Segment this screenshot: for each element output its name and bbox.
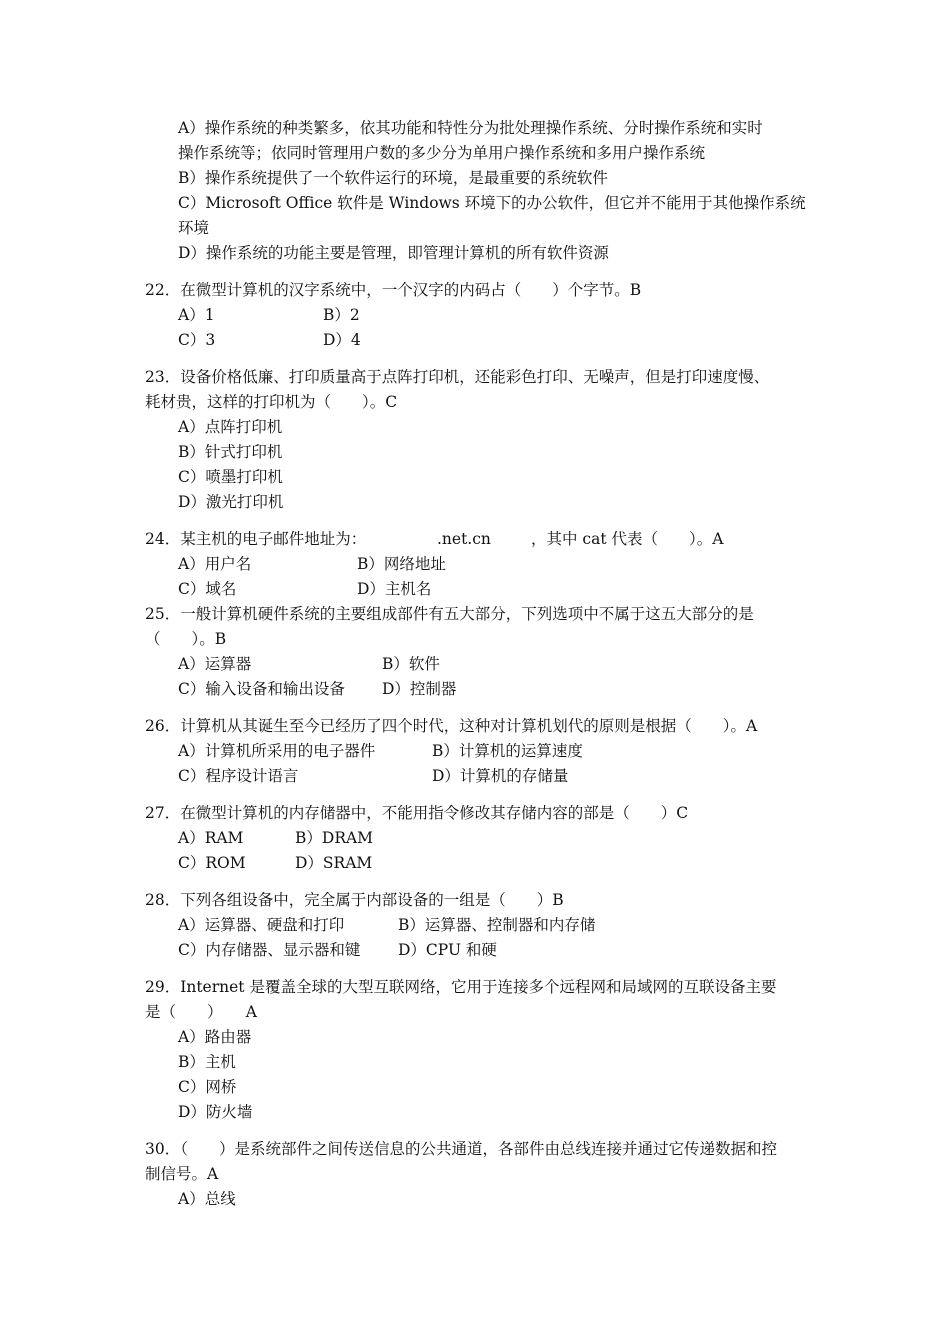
q25-stem-line1: 25．一般计算机硬件系统的主要组成部件有五大部分，下列选项中不属于这五大部分的是 — [145, 605, 754, 623]
q27-option-b: B）DRAM — [295, 829, 374, 847]
q29-option-a: A）路由器 — [178, 1028, 252, 1046]
q25-stem-line2: （ ）。B — [145, 630, 227, 648]
q27-option-a: A）RAM — [178, 829, 244, 847]
q26-option-b: B）计算机的运算速度 — [432, 742, 583, 760]
q28-stem: 28．下列各组设备中，完全属于内部设备的一组是（ ）B — [145, 891, 564, 909]
q28-option-b: B）运算器、控制器和内存储 — [398, 916, 596, 934]
q21-option-a-line1: A）操作系统的种类繁多，依其功能和特性分为批处理操作系统、分时操作系统和实时 — [178, 119, 763, 137]
q21-option-d: D）操作系统的功能主要是管理，即管理计算机的所有软件资源 — [178, 244, 609, 262]
q24-option-a: A）用户名 — [178, 555, 252, 573]
q23-stem-line2: 耗材贵，这样的打印机为（ ）。C — [145, 393, 398, 411]
q21-option-a-line2: 操作系统等；依同时管理用户数的多少分为单用户操作系统和多用户操作系统 — [178, 144, 706, 162]
q22-option-b: B）2 — [323, 306, 360, 324]
q22-option-a: A）1 — [178, 306, 215, 324]
q28-option-a: A）运算器、硬盘和打印 — [178, 916, 345, 934]
q21-option-b: B）操作系统提供了一个软件运行的环境，是最重要的系统软件 — [178, 169, 608, 187]
q23-stem-line1: 23．设备价格低廉、打印质量高于点阵打印机，还能彩色打印、无噪声，但是打印速度慢、 — [145, 368, 770, 386]
q26-option-c: C）程序设计语言 — [178, 767, 299, 785]
q24-option-b: B）网络地址 — [357, 555, 446, 573]
q30-stem-line1: 30．（ ）是系统部件之间传送信息的公共通道，各部件由总线连接并通过它传递数据和控 — [145, 1140, 777, 1158]
q24-option-d: D）主机名 — [357, 580, 432, 598]
q28-option-c: C）内存储器、显示器和键 — [178, 941, 361, 959]
q24-option-c: C）域名 — [178, 580, 237, 598]
q25-option-b: B）软件 — [382, 655, 440, 673]
q25-option-c: C）输入设备和输出设备 — [178, 680, 345, 698]
q30-stem-line2: 制信号。A — [145, 1165, 219, 1183]
q24-stem-part2: .net.cn — [437, 530, 491, 548]
q26-option-d: D）计算机的存储量 — [432, 767, 569, 785]
q28-option-d: D）CPU 和硬 — [398, 941, 497, 959]
q29-option-d: D）防火墙 — [178, 1103, 253, 1121]
q27-option-d: D）SRAM — [295, 854, 373, 872]
q22-option-d: D）4 — [323, 331, 361, 349]
q29-stem-line2: 是（ ） A — [145, 1003, 257, 1021]
q23-option-b: B）针式打印机 — [178, 443, 283, 461]
q29-stem-line1: 29．Internet 是覆盖全球的大型互联网络，它用于连接多个远程网和局域网的互联设备主要 — [145, 978, 777, 996]
q27-stem: 27．在微型计算机的内存储器中，不能用指令修改其存储内容的部是（ ）C — [145, 804, 689, 822]
q25-option-a: A）运算器 — [178, 655, 252, 673]
q30-option-a: A）总线 — [178, 1190, 236, 1208]
q25-option-d: D）控制器 — [382, 680, 457, 698]
q21-option-c-line2: 环境 — [178, 219, 210, 237]
q26-stem: 26．计算机从其诞生至今已经历了四个时代，这种对计算机划代的原则是根据（ ）。A — [145, 717, 758, 735]
q22-stem: 22．在微型计算机的汉字系统中，一个汉字的内码占（ ）个字节。B — [145, 281, 642, 299]
q27-option-c: C）ROM — [178, 854, 246, 872]
q22-option-c: C）3 — [178, 331, 216, 349]
q23-option-d: D）激光打印机 — [178, 493, 284, 511]
q23-option-c: C）喷墨打印机 — [178, 468, 283, 486]
q23-option-a: A）点阵打印机 — [178, 418, 283, 436]
q29-option-c: C）网桥 — [178, 1078, 237, 1096]
q26-option-a: A）计算机所采用的电子器件 — [178, 742, 376, 760]
q24-stem-part3: ，其中 cat 代表（ ）。A — [531, 530, 724, 548]
q24-stem-part1: 24．某主机的电子邮件地址为： — [145, 530, 367, 548]
q29-option-b: B）主机 — [178, 1053, 236, 1071]
q21-option-c-line1: C）Microsoft Office 软件是 Windows 环境下的办公软件，但它并不能用于其他操作系统 — [178, 194, 806, 212]
